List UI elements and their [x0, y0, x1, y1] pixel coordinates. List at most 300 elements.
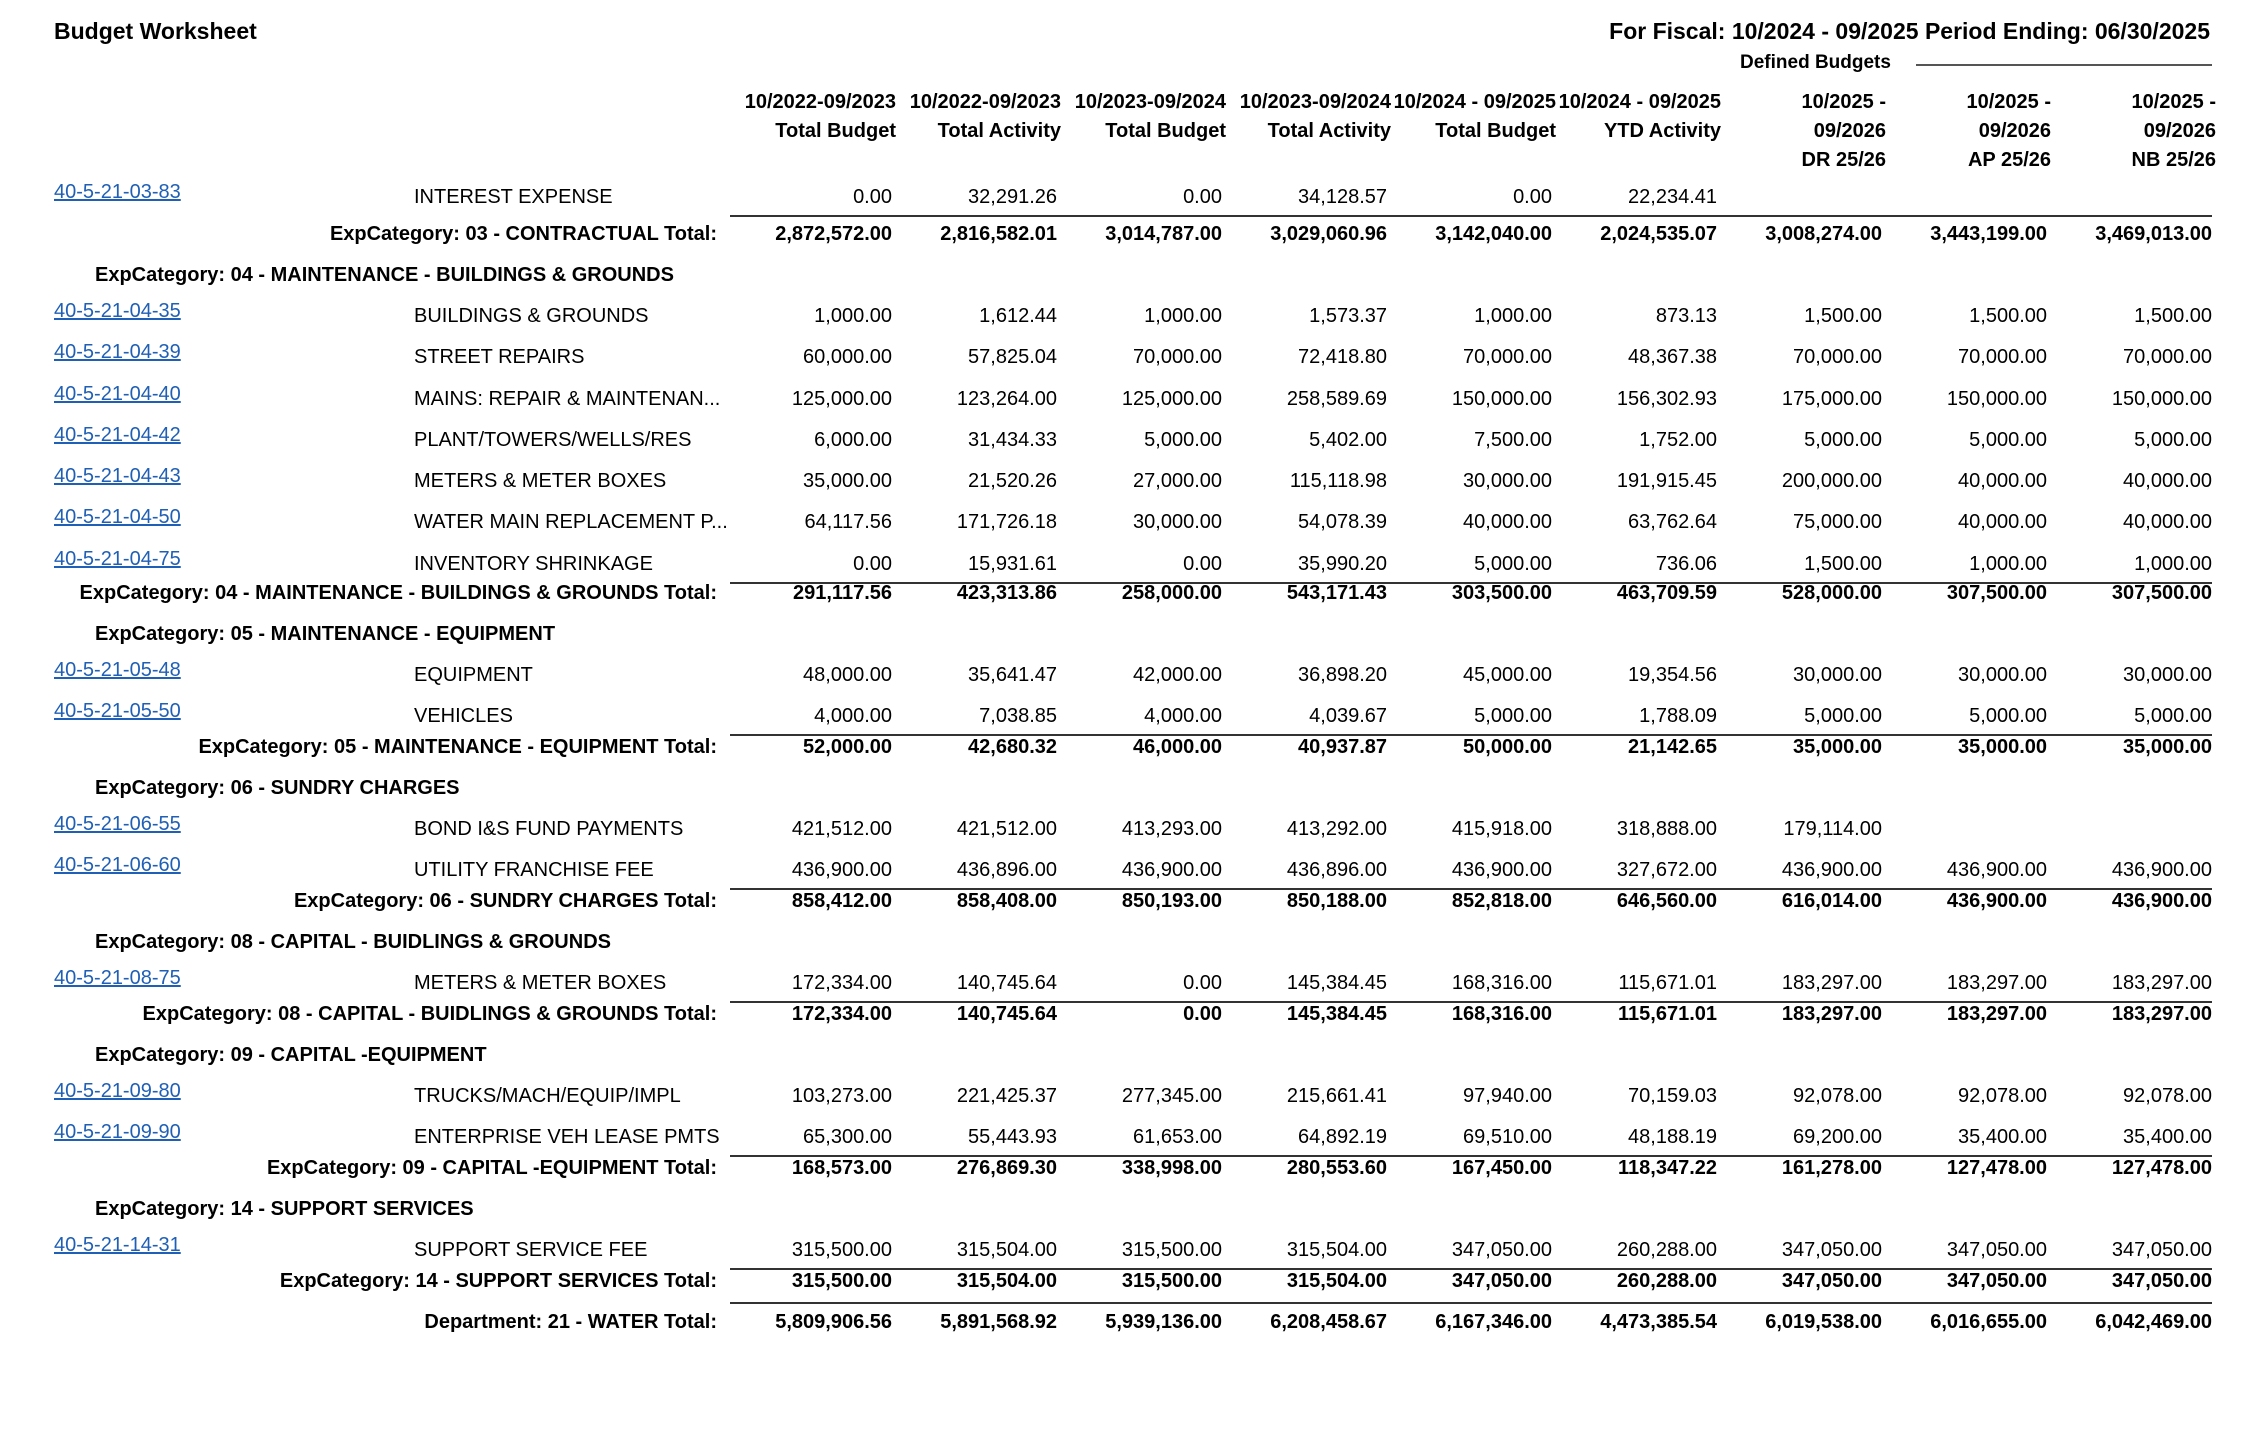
value-cell: 315,504.00 [1286, 1270, 1387, 1292]
value-cell: 315,500.00 [791, 1270, 892, 1292]
value-cell: 327,672.00 [1616, 859, 1717, 881]
total-row [0, 1311, 2257, 1351]
account-description: UTILITY FRANCHISE FEE [414, 859, 654, 881]
account-row [0, 181, 2257, 226]
value-cell: 22,234.41 [1628, 186, 1717, 208]
value-cell: 15,931.61 [968, 553, 1057, 575]
value-cell: 21,520.26 [968, 470, 1057, 492]
value-cell: 183,297.00 [1946, 972, 2047, 994]
value-cell: 1,612.44 [979, 305, 1057, 327]
value-cell: 1,500.00 [2134, 305, 2212, 327]
value-cell: 125,000.00 [791, 388, 892, 410]
value-cell: 30,000.00 [2123, 664, 2212, 686]
value-cell: 1,500.00 [1969, 305, 2047, 327]
value-cell: 27,000.00 [1133, 470, 1222, 492]
value-cell: 35,400.00 [2123, 1126, 2212, 1148]
account-code-link[interactable]: 40-5-21-14-31 [54, 1234, 181, 1256]
account-code-link[interactable]: 40-5-21-04-39 [54, 341, 181, 363]
value-cell: 70,159.03 [1628, 1085, 1717, 1107]
value-cell: 31,434.33 [968, 429, 1057, 451]
value-cell: 2,024,535.07 [1600, 223, 1717, 245]
value-cell: 115,118.98 [1289, 470, 1387, 492]
value-cell: 858,412.00 [791, 890, 892, 912]
value-cell: 413,293.00 [1121, 818, 1222, 840]
value-cell: 415,918.00 [1451, 818, 1552, 840]
value-cell: 183,297.00 [2111, 1003, 2212, 1025]
value-cell: 2,872,572.00 [775, 223, 892, 245]
value-cell: 92,078.00 [1793, 1085, 1882, 1107]
value-cell: 140,745.64 [956, 972, 1057, 994]
value-cell: 191,915.45 [1616, 470, 1717, 492]
value-cell: 421,512.00 [791, 818, 892, 840]
value-cell: 291,117.56 [793, 582, 892, 604]
value-cell: 35,000.00 [2123, 736, 2212, 758]
value-cell: 616,014.00 [1781, 890, 1882, 912]
value-cell: 140,745.64 [956, 1003, 1057, 1025]
account-description: VEHICLES [414, 705, 513, 727]
column-header-line2: Total Activity [937, 120, 1061, 142]
value-cell: 7,038.85 [979, 705, 1057, 727]
value-cell: 0.00 [1183, 186, 1222, 208]
value-cell: 0.00 [1183, 553, 1222, 575]
value-cell: 1,573.37 [1309, 305, 1387, 327]
account-description: TRUCKS/MACH/EQUIP/IMPL [414, 1085, 681, 1107]
value-cell: 175,000.00 [1781, 388, 1882, 410]
category-header-row [0, 623, 2257, 663]
value-cell: 0.00 [1513, 186, 1552, 208]
category-label: ExpCategory: 08 - CAPITAL - BUIDLINGS & GROUNDS [95, 931, 611, 953]
account-code-link[interactable]: 40-5-21-04-50 [54, 506, 181, 528]
value-cell: 736.06 [1655, 553, 1717, 575]
total-row [0, 1157, 2257, 1197]
value-cell: 5,000.00 [1969, 429, 2047, 451]
column-header-line2: Total Budget [1435, 120, 1556, 142]
total-label: ExpCategory: 08 - CAPITAL - BUIDLINGS & GROUNDS Total: [142, 1003, 717, 1025]
value-cell: 260,288.00 [1616, 1270, 1717, 1292]
value-cell: 436,900.00 [1451, 859, 1552, 881]
category-header-row [0, 931, 2257, 971]
column-header-line2: 09/2026 [1813, 120, 1886, 142]
value-cell: 171,726.18 [956, 511, 1057, 533]
value-cell: 145,384.45 [1286, 1003, 1387, 1025]
value-cell: 347,050.00 [1781, 1239, 1882, 1261]
value-cell: 57,825.04 [968, 346, 1057, 368]
value-cell: 48,188.19 [1628, 1126, 1717, 1148]
value-cell: 70,000.00 [1958, 346, 2047, 368]
value-cell: 168,316.00 [1451, 972, 1552, 994]
value-cell: 183,297.00 [1781, 1003, 1882, 1025]
value-cell: 436,900.00 [791, 859, 892, 881]
column-header-3 [1060, 88, 1226, 148]
category-label: ExpCategory: 14 - SUPPORT SERVICES [95, 1198, 474, 1220]
value-cell: 5,000.00 [1804, 429, 1882, 451]
value-cell: 1,000.00 [814, 305, 892, 327]
value-cell: 150,000.00 [2111, 388, 2212, 410]
column-header-line2: 09/2026 [1978, 120, 2051, 142]
value-cell: 172,334.00 [791, 1003, 892, 1025]
value-cell: 115,671.01 [1618, 1003, 1717, 1025]
report-title: Budget Worksheet [54, 18, 257, 44]
value-cell: 3,029,060.96 [1270, 223, 1387, 245]
value-cell: 46,000.00 [1133, 736, 1222, 758]
value-cell: 161,278.00 [1781, 1157, 1882, 1179]
value-cell: 260,288.00 [1616, 1239, 1717, 1261]
value-cell: 423,313.86 [956, 582, 1057, 604]
column-header-4 [1225, 88, 1391, 148]
value-cell: 48,000.00 [803, 664, 892, 686]
category-label: ExpCategory: 06 - SUNDRY CHARGES [95, 777, 460, 799]
value-cell: 5,000.00 [2134, 429, 2212, 451]
value-cell: 172,334.00 [791, 972, 892, 994]
value-cell: 646,560.00 [1616, 890, 1717, 912]
value-cell: 65,300.00 [803, 1126, 892, 1148]
value-cell: 168,573.00 [791, 1157, 892, 1179]
value-cell: 307,500.00 [2111, 582, 2212, 604]
value-cell: 35,000.00 [1793, 736, 1882, 758]
value-cell: 3,014,787.00 [1105, 223, 1222, 245]
total-label: ExpCategory: 06 - SUNDRY CHARGES Total: [293, 890, 717, 912]
account-code-link[interactable]: 40-5-21-04-42 [54, 424, 181, 446]
value-cell: 0.00 [1183, 972, 1222, 994]
value-cell: 123,264.00 [956, 388, 1057, 410]
account-row [0, 659, 2257, 704]
column-header-1 [730, 88, 896, 148]
category-label: ExpCategory: 09 - CAPITAL -EQUIPMENT [95, 1044, 487, 1066]
value-cell: 30,000.00 [1463, 470, 1552, 492]
total-label: Department: 21 - WATER Total: [424, 1311, 717, 1333]
value-cell: 347,050.00 [1451, 1270, 1552, 1292]
value-cell: 5,809,906.56 [775, 1311, 892, 1333]
value-cell: 4,039.67 [1309, 705, 1387, 727]
value-cell: 40,000.00 [1958, 511, 2047, 533]
value-cell: 92,078.00 [2123, 1085, 2212, 1107]
value-cell: 413,292.00 [1286, 818, 1387, 840]
account-code-link[interactable]: 40-5-21-04-75 [54, 548, 181, 570]
account-code-link[interactable]: 40-5-21-04-35 [54, 300, 181, 322]
value-cell: 258,589.69 [1286, 388, 1387, 410]
account-description: INVENTORY SHRINKAGE [414, 553, 653, 575]
value-cell: 315,504.00 [956, 1239, 1057, 1261]
value-cell: 5,000.00 [1144, 429, 1222, 451]
value-cell: 421,512.00 [956, 818, 1057, 840]
account-row [0, 506, 2257, 551]
value-cell: 5,000.00 [1474, 553, 1552, 575]
value-cell: 858,408.00 [956, 890, 1057, 912]
value-cell: 318,888.00 [1616, 818, 1717, 840]
value-cell: 277,345.00 [1121, 1085, 1222, 1107]
value-cell: 127,478.00 [1946, 1157, 2047, 1179]
value-cell: 6,000.00 [814, 429, 892, 451]
value-cell: 40,937.87 [1298, 736, 1387, 758]
value-cell: 40,000.00 [2123, 470, 2212, 492]
value-cell: 156,302.93 [1616, 388, 1717, 410]
value-cell: 35,400.00 [1958, 1126, 2047, 1148]
value-cell: 45,000.00 [1463, 664, 1552, 686]
column-header-line2: Total Budget [775, 120, 896, 142]
value-cell: 5,000.00 [2134, 705, 2212, 727]
value-cell: 40,000.00 [2123, 511, 2212, 533]
subtotal-rule [730, 215, 2212, 217]
account-description: WATER MAIN REPLACEMENT P... [414, 511, 728, 533]
value-cell: 127,478.00 [2111, 1157, 2212, 1179]
column-header-2 [895, 88, 1061, 148]
value-cell: 1,752.00 [1639, 429, 1717, 451]
value-cell: 145,384.45 [1286, 972, 1387, 994]
fiscal-period: For Fiscal: 10/2024 - 09/2025 Period Ending: 06/30/2025 [1609, 18, 2210, 44]
value-cell: 436,900.00 [2111, 890, 2212, 912]
value-cell: 35,990.20 [1298, 553, 1387, 575]
value-cell: 347,050.00 [2111, 1239, 2212, 1261]
value-cell: 40,000.00 [1463, 511, 1552, 533]
value-cell: 2,816,582.01 [940, 223, 1057, 245]
column-header-line1: 10/2023-09/2024 [1074, 91, 1226, 113]
value-cell: 221,425.37 [956, 1085, 1057, 1107]
column-header-line3: AP 25/26 [1967, 149, 2051, 171]
total-row [0, 1270, 2257, 1310]
value-cell: 307,500.00 [1946, 582, 2047, 604]
column-header-line1: 10/2023-09/2024 [1239, 91, 1391, 113]
value-cell: 70,000.00 [1463, 346, 1552, 368]
value-cell: 1,500.00 [1804, 553, 1882, 575]
account-description: MAINS: REPAIR & MAINTENAN... [414, 388, 721, 410]
value-cell: 118,347.22 [1618, 1157, 1717, 1179]
account-code-link[interactable]: 40-5-21-09-80 [54, 1080, 181, 1102]
column-header-line1: 10/2022-09/2023 [909, 91, 1061, 113]
defined-budgets-rule [1916, 64, 2212, 66]
value-cell: 72,418.80 [1298, 346, 1387, 368]
value-cell: 60,000.00 [803, 346, 892, 368]
value-cell: 5,000.00 [1804, 705, 1882, 727]
account-row [0, 1080, 2257, 1125]
account-row [0, 813, 2257, 858]
value-cell: 70,000.00 [1133, 346, 1222, 368]
total-label: ExpCategory: 05 - MAINTENANCE - EQUIPMENT Total: [198, 736, 717, 758]
value-cell: 54,078.39 [1298, 511, 1387, 533]
value-cell: 75,000.00 [1793, 511, 1882, 533]
value-cell: 436,900.00 [2111, 859, 2212, 881]
value-cell: 1,000.00 [1969, 553, 2047, 575]
column-header-line1: 10/2024 - 09/2025 [1558, 91, 1721, 113]
value-cell: 69,200.00 [1793, 1126, 1882, 1148]
value-cell: 150,000.00 [1451, 388, 1552, 410]
account-description: BOND I&S FUND PAYMENTS [414, 818, 684, 840]
column-header-line1: 10/2025 - [1966, 91, 2051, 113]
account-code-link[interactable]: 40-5-21-03-83 [54, 181, 181, 203]
account-description: ENTERPRISE VEH LEASE PMTS [414, 1126, 720, 1148]
value-cell: 150,000.00 [1946, 388, 2047, 410]
value-cell: 436,900.00 [1946, 890, 2047, 912]
total-label: ExpCategory: 09 - CAPITAL -EQUIPMENT Total: [266, 1157, 717, 1179]
value-cell: 347,050.00 [2111, 1270, 2212, 1292]
defined-budgets-label: Defined Budgets [1740, 52, 1891, 73]
column-header-line2: Total Activity [1267, 120, 1391, 142]
value-cell: 70,000.00 [1793, 346, 1882, 368]
account-row [0, 424, 2257, 469]
value-cell: 3,008,274.00 [1765, 223, 1882, 245]
value-cell: 36,898.20 [1298, 664, 1387, 686]
column-header-line1: 10/2025 - [1801, 91, 1886, 113]
value-cell: 3,443,199.00 [1930, 223, 2047, 245]
value-cell: 5,939,136.00 [1105, 1311, 1222, 1333]
total-row [0, 1003, 2257, 1043]
value-cell: 1,500.00 [1804, 305, 1882, 327]
value-cell: 6,016,655.00 [1930, 1311, 2047, 1333]
account-description: EQUIPMENT [414, 664, 533, 686]
value-cell: 347,050.00 [1946, 1239, 2047, 1261]
value-cell: 436,900.00 [1121, 859, 1222, 881]
account-code-link[interactable]: 40-5-21-09-90 [54, 1121, 181, 1143]
value-cell: 5,000.00 [1474, 705, 1552, 727]
value-cell: 436,896.00 [956, 859, 1057, 881]
column-header-8 [1885, 88, 2051, 178]
value-cell: 40,000.00 [1958, 470, 2047, 492]
value-cell: 0.00 [853, 553, 892, 575]
value-cell: 61,653.00 [1133, 1126, 1222, 1148]
account-description: STREET REPAIRS [414, 346, 585, 368]
value-cell: 3,142,040.00 [1435, 223, 1552, 245]
column-header-line2: YTD Activity [1603, 120, 1721, 142]
value-cell: 32,291.26 [968, 186, 1057, 208]
value-cell: 315,500.00 [1121, 1270, 1222, 1292]
value-cell: 125,000.00 [1121, 388, 1222, 410]
value-cell: 436,896.00 [1286, 859, 1387, 881]
category-header-row [0, 1198, 2257, 1238]
total-label: ExpCategory: 04 - MAINTENANCE - BUILDINGS & GROUNDS Total: [79, 582, 717, 604]
value-cell: 183,297.00 [1946, 1003, 2047, 1025]
column-header-line3: DR 25/26 [1801, 149, 1886, 171]
value-cell: 303,500.00 [1451, 582, 1552, 604]
value-cell: 200,000.00 [1781, 470, 1882, 492]
value-cell: 183,297.00 [2111, 972, 2212, 994]
value-cell: 64,117.56 [804, 511, 892, 533]
account-description: METERS & METER BOXES [414, 470, 667, 492]
total-row [0, 582, 2257, 622]
value-cell: 315,500.00 [1121, 1239, 1222, 1261]
value-cell: 1,788.09 [1639, 705, 1717, 727]
value-cell: 5,891,568.92 [940, 1311, 1057, 1333]
value-cell: 55,443.93 [968, 1126, 1057, 1148]
account-row [0, 300, 2257, 345]
column-header-9 [2050, 88, 2216, 178]
column-header-line1: 10/2024 - 09/2025 [1393, 91, 1556, 113]
value-cell: 35,641.47 [968, 664, 1057, 686]
account-row [0, 465, 2257, 510]
value-cell: 179,114.00 [1783, 818, 1882, 840]
account-code-link[interactable]: 40-5-21-06-55 [54, 813, 181, 835]
value-cell: 3,469,013.00 [2095, 223, 2212, 245]
value-cell: 30,000.00 [1793, 664, 1882, 686]
value-cell: 543,171.43 [1286, 582, 1387, 604]
column-header-line2: 09/2026 [2143, 120, 2216, 142]
value-cell: 48,367.38 [1628, 346, 1717, 368]
value-cell: 315,500.00 [791, 1239, 892, 1261]
value-cell: 873.13 [1655, 305, 1717, 327]
value-cell: 19,354.56 [1628, 664, 1717, 686]
value-cell: 42,680.32 [968, 736, 1057, 758]
column-header-line1: 10/2025 - [2131, 91, 2216, 113]
value-cell: 347,050.00 [1946, 1270, 2047, 1292]
category-header-row [0, 1044, 2257, 1084]
account-description: SUPPORT SERVICE FEE [414, 1239, 648, 1261]
value-cell: 436,900.00 [1946, 859, 2047, 881]
value-cell: 0.00 [853, 186, 892, 208]
account-code-link[interactable]: 40-5-21-06-60 [54, 854, 181, 876]
value-cell: 436,900.00 [1781, 859, 1882, 881]
category-header-row [0, 264, 2257, 304]
value-cell: 50,000.00 [1463, 736, 1552, 758]
value-cell: 30,000.00 [1958, 664, 2047, 686]
value-cell: 347,050.00 [1781, 1270, 1882, 1292]
value-cell: 4,000.00 [1144, 705, 1222, 727]
account-description: BUILDINGS & GROUNDS [414, 305, 649, 327]
value-cell: 34,128.57 [1298, 186, 1387, 208]
value-cell: 1,000.00 [2134, 553, 2212, 575]
account-code-link[interactable]: 40-5-21-04-43 [54, 465, 181, 487]
account-code-link[interactable]: 40-5-21-05-48 [54, 659, 181, 681]
value-cell: 64,892.19 [1298, 1126, 1387, 1148]
account-code-link[interactable]: 40-5-21-04-40 [54, 383, 181, 405]
column-header-7 [1720, 88, 1886, 178]
column-header-line2: Total Budget [1105, 120, 1226, 142]
account-row [0, 341, 2257, 386]
value-cell: 5,402.00 [1309, 429, 1387, 451]
account-description: INTEREST EXPENSE [414, 186, 613, 208]
value-cell: 183,297.00 [1781, 972, 1882, 994]
value-cell: 97,940.00 [1463, 1085, 1552, 1107]
column-header-6 [1555, 88, 1721, 148]
total-row [0, 890, 2257, 930]
value-cell: 338,998.00 [1121, 1157, 1222, 1179]
value-cell: 21,142.65 [1628, 736, 1717, 758]
value-cell: 215,661.41 [1286, 1085, 1387, 1107]
value-cell: 69,510.00 [1463, 1126, 1552, 1148]
account-description: PLANT/TOWERS/WELLS/RES [414, 429, 692, 451]
value-cell: 6,042,469.00 [2095, 1311, 2212, 1333]
value-cell: 280,553.60 [1286, 1157, 1387, 1179]
value-cell: 347,050.00 [1451, 1239, 1552, 1261]
account-row [0, 383, 2257, 428]
total-row [0, 736, 2257, 776]
column-header-5 [1390, 88, 1556, 148]
total-label: ExpCategory: 14 - SUPPORT SERVICES Total: [279, 1270, 717, 1292]
value-cell: 4,473,385.54 [1600, 1311, 1717, 1333]
value-cell: 63,762.64 [1628, 511, 1717, 533]
account-code-link[interactable]: 40-5-21-08-75 [54, 967, 181, 989]
value-cell: 315,504.00 [1286, 1239, 1387, 1261]
value-cell: 35,000.00 [803, 470, 892, 492]
category-label: ExpCategory: 05 - MAINTENANCE - EQUIPMENT [95, 623, 556, 645]
category-header-row [0, 777, 2257, 817]
value-cell: 115,671.01 [1618, 972, 1717, 994]
value-cell: 168,316.00 [1451, 1003, 1552, 1025]
value-cell: 1,000.00 [1144, 305, 1222, 327]
value-cell: 6,208,458.67 [1270, 1311, 1387, 1333]
value-cell: 103,273.00 [791, 1085, 892, 1107]
account-description: METERS & METER BOXES [414, 972, 667, 994]
value-cell: 463,709.59 [1616, 582, 1717, 604]
account-code-link[interactable]: 40-5-21-05-50 [54, 700, 181, 722]
value-cell: 276,869.30 [956, 1157, 1057, 1179]
value-cell: 70,000.00 [2123, 346, 2212, 368]
value-cell: 6,167,346.00 [1435, 1311, 1552, 1333]
column-header-line1: 10/2022-09/2023 [744, 91, 896, 113]
value-cell: 30,000.00 [1133, 511, 1222, 533]
column-header-line3: NB 25/26 [2131, 149, 2216, 171]
subtotal-rule [730, 1302, 2212, 1304]
value-cell: 0.00 [1183, 1003, 1222, 1025]
value-cell: 92,078.00 [1958, 1085, 2047, 1107]
total-label: ExpCategory: 03 - CONTRACTUAL Total: [329, 223, 717, 245]
